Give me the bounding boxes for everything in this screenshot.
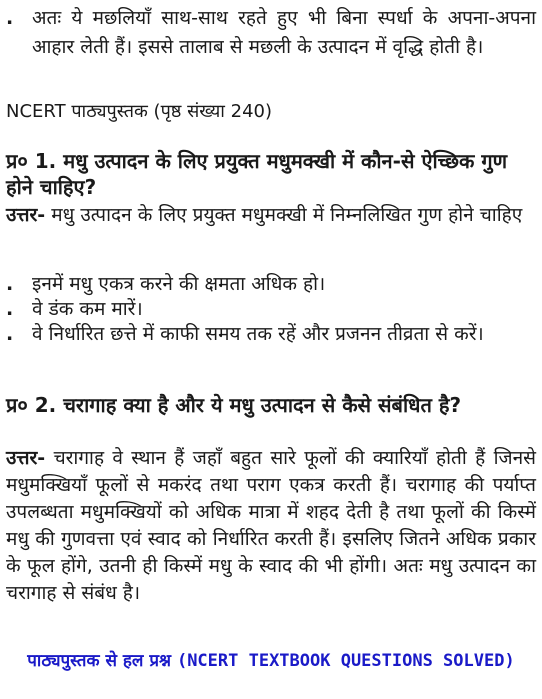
section-footer-heading (0, 650, 542, 673)
bullet-dot-icon: . (6, 273, 14, 295)
question-1-label: प्र० 1. (6, 149, 57, 173)
list-item (6, 320, 536, 349)
answer-1 (6, 202, 536, 228)
intro-bullet-text: अतः ये मछलियाँ साथ-साथ रहते हुए भी बिना स्पर्धा के अपना-अपना आहार लेती हैं। इससे तालाब से मछली के उत्पादन में वृद्धि होती है। (32, 7, 536, 58)
question-1-text: मधु उत्पादन के लिए प्रयुक्त मधुमक्खी में कौन-से ऐच्छिक गुण होने चाहिए? (6, 149, 508, 199)
question-2-label: प्र० 2. (6, 393, 57, 417)
answer-2 (6, 445, 536, 607)
answer-1-bullet-3: वे निर्धारित छत्ते में काफी समय तक रहें और प्रजनन तीव्रता से करें। (32, 323, 484, 345)
question-2-text: चरागाह क्या है और ये मधु उत्पादन से कैसे संबंधित है? (63, 393, 462, 417)
answer-1-text: मधु उत्पादन के लिए प्रयुक्त मधुमक्खी में निम्नलिखित गुण होने चाहिए (51, 204, 523, 226)
bullet-dot-icon: . (6, 323, 14, 345)
question-1 (6, 148, 536, 200)
answer-1-bullet-1: इनमें मधु एकत्र करने की क्षमता अधिक हो। (32, 273, 326, 295)
footer-english-title: (NCERT TEXTBOOK QUESTIONS SOLVED) (176, 651, 515, 671)
answer-1-label: उत्तर- (6, 204, 46, 226)
bullet-dot-icon: . (6, 298, 14, 320)
intro-bullet-item (6, 4, 536, 61)
answer-2-label: उत्तर- (6, 447, 46, 469)
footer-hindi-title: पाठ्यपुस्तक से हल प्रश्न (27, 651, 172, 671)
question-2 (6, 392, 536, 418)
answer-1-bullet-2: वे डंक कम मारें। (32, 298, 143, 320)
bullet-dot-icon: . (6, 7, 14, 29)
answer-2-text: चरागाह वे स्थान हैं जहाँ बहुत सारे फूलों की क्यारियाँ होती हैं जिनसे मधुमक्खियाँ फूलों से मकरंद तथा पराग एकत्र करती हैं। चरागाह की पर्याप्त उपलब्धता मधुमक्खियों को अधिक मात्रा में शहद देती है तथा फूलों की किस्में मधु की गुणवत्ता एवं स्वाद को निर्धारित करती हैं। इसलिए जितने अधिक प्रकार के फूल होंगे, उतनी ही किस्में मधु के स्वाद की भी होंगी। अतः मधु उत्पादन का चरागाह से संबंध है। (6, 447, 536, 604)
textbook-reference: NCERT पाठ्यपुस्तक (पृष्ठ संख्या 240) (6, 101, 273, 122)
